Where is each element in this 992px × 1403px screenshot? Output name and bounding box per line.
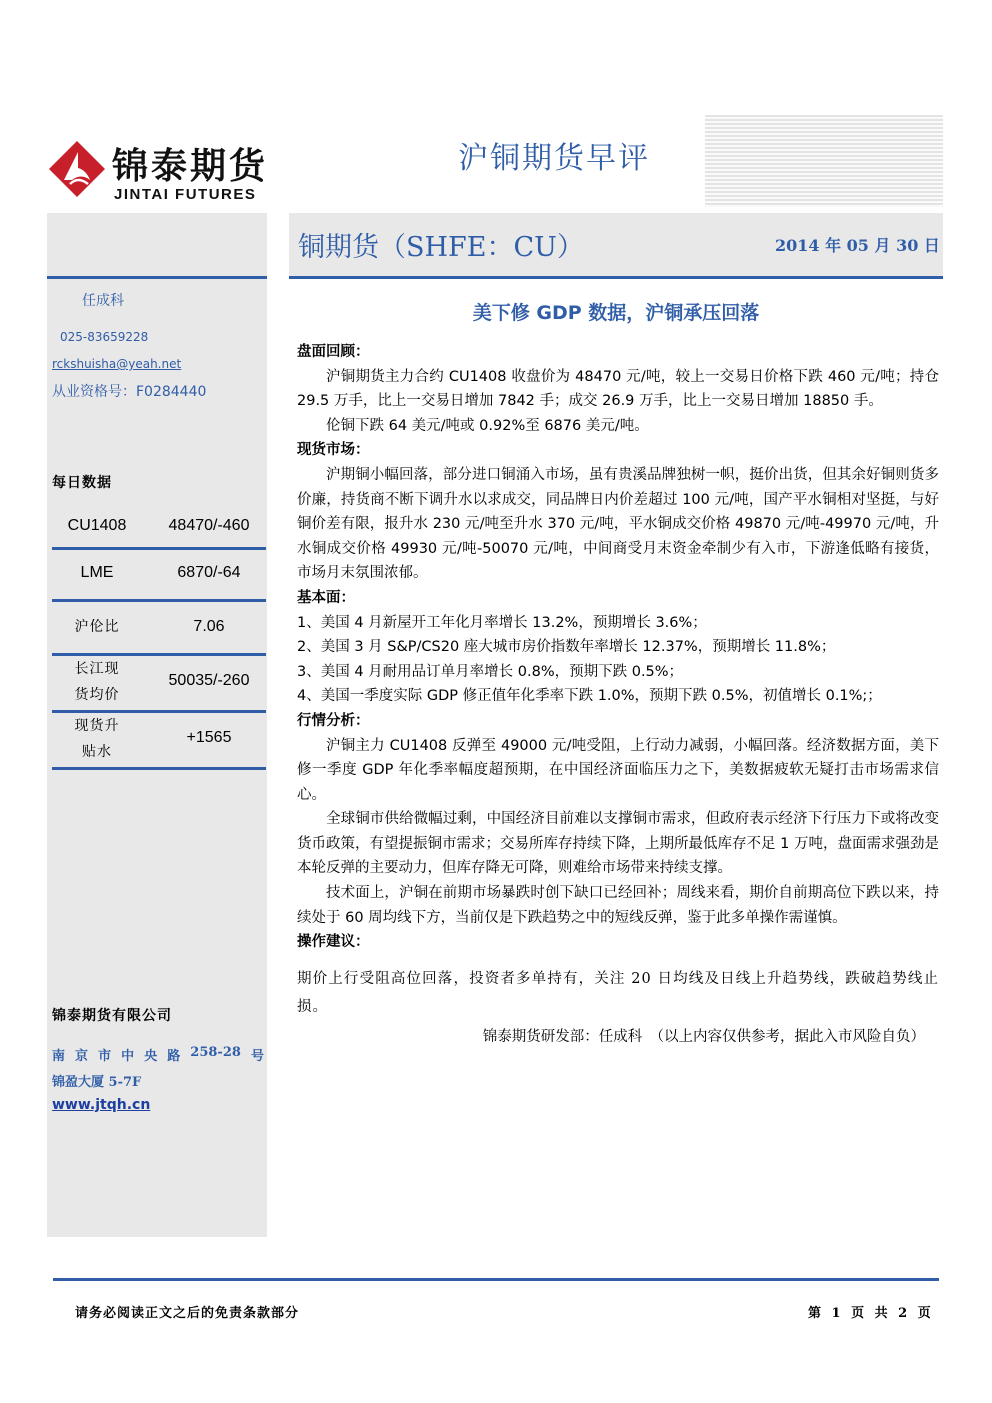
data-row-value: 48470/-460 [168,517,250,534]
header-stripe-decoration [705,115,943,207]
author-cert-number: 从业资格号：F0284440 [52,384,207,400]
list-item: 2、美国 3 月 S&P/CS20 座大城市房价指数年率增长 12.37%，预期增长 11.8%； [297,639,836,656]
company-website-link[interactable]: www.jtqh.cn [52,1097,151,1113]
data-row-label: LME [80,564,114,581]
address-part: 号 [250,1049,264,1064]
footer-disclaimer: 请务必阅读正文之后的免责条款部分 [75,1306,300,1321]
page-number: 第 1 页 共 2 页 [808,1306,931,1321]
address-part: 京 [75,1049,89,1064]
address-part: 中 [121,1049,135,1064]
paragraph: 伦铜下跌 64 美元/吨或 0.92%至 6876 美元/吨。 [326,417,649,434]
section-title-market-review: 盘面回顾： [297,344,370,360]
product-header-divider [289,276,943,279]
data-row-value: 7.06 [193,618,225,635]
data-row-label-line2: 贴水 [82,744,112,760]
address-part: 258-28 [190,1045,241,1060]
data-row-label [52,656,142,708]
paragraph: 全球铜市供给微幅过剩，中国经济目前难以支撑铜市需求，但政府表示经济下行压力下或将改变货币政策，有望提振铜市需求；交易所库存持续下降，上期所最低库存不足 1 万吨，盘面需求强劲是本轮反弹的主要动力，但库存降无可降，则难给市场带来持续支撑。 [297,811,939,877]
paragraph: 沪期铜小幅回落，部分进口铜涌入市场，虽有贵溪品牌独树一帜，挺价出货，但其余好铜则货多价廉，持货商不断下调升水以求成交，同品牌日内价差超过 100 元/吨，国产平水铜相对坚挺，与好铜价差有限，报升水 230 元/吨至升水 370 元/吨，平水铜成交价格 49870 元/吨-49970 元/吨，升水铜成交价格 49930 元/吨-50070 元/吨，中间商受月末资金牵制少有入市，下游逢低略有接货，市场月末氛围浓郁。 [297,466,939,582]
address-part: 市 [98,1049,112,1064]
author-phone: 025-83659228 [60,330,149,344]
address-part: 南 [52,1049,66,1064]
product-name: 铜期货（SHFE：CU） [298,232,584,263]
sidebar-divider [47,276,267,279]
daily-data-title: 每日数据 [52,475,112,491]
address-part: 路 [167,1049,181,1064]
list-item: 3、美国 4 月耐用品订单月率增长 0.8%，预期下跌 0.5%； [297,663,684,680]
data-row-spot-premium [52,713,266,770]
author-name: 任成科 [82,293,124,309]
section-title-analysis: 行情分析： [297,712,370,729]
list-item: 1、美国 4 月新屋开工年化月率增长 13.2%，预期增长 3.6%； [297,614,707,631]
data-row-cu1408 [52,505,266,550]
paragraph: 沪铜主力 CU1408 反弹至 49000 元/吨受阻，上行动力减弱，小幅回落。经济数据方面，美下修一季度 GDP 年化季率幅度超预期，在中国经济面临压力之下，美数据疲软无疑打击市场需求信心。 [297,737,939,803]
author-email-link[interactable]: rckshuisha@yeah.net [52,357,182,371]
report-date: 2014 年 05 月 30 日 [775,236,940,255]
list-item: 4、美国一季度实际 GDP 修正值年化季率下跌 1.0%，预期下跌 0.5%，初值增长 0.1%;； [297,688,882,705]
daily-data-table [52,505,266,770]
data-row-ratio [52,602,266,656]
data-row-spot-price [52,656,266,713]
data-row-value: 50035/-260 [168,672,250,689]
author-signature: 锦泰期货研发部：任成科 （以上内容仅供参考，据此入市风险自负） [482,1028,925,1045]
logo-english-name: JINTAI FUTURES [114,186,257,203]
data-row-label: CU1408 [67,517,127,534]
article-body [297,340,939,1049]
company-address-line1 [52,1045,264,1064]
paragraph: 沪铜期货主力合约 CU1408 收盘价为 48470 元/吨，较上一交易日价格下跌 460 元/吨；持仓 29.5 万手，比上一交易日增加 7842 手；成交 26.9 万手，比上一交易日增加 18850 手。 [297,368,939,410]
paragraph: 期价上行受阻高位回落，投资者多单持有，关注 20 日均线及日线上升趋势线，跌破趋势线止损。 [297,970,939,1015]
company-logo-icon [48,140,106,198]
paragraph: 技术面上，沪铜在前期市场暴跌时创下缺口已经回补；周线来看，期价自前期高位下跌以来，持续处于 60 周均线下方，当前仅是下跌趋势之中的短线反弹，鉴于此多单操作需谨慎。 [297,885,939,926]
section-title-spot-market: 现货市场： [297,442,370,459]
data-row-label [52,713,142,765]
data-row-label: 沪伦比 [74,619,120,635]
data-row-label-line1: 现货升 [74,718,120,734]
logo-chinese-name: 锦泰期货 [112,145,269,187]
company-address-line2: 锦盈大厦 5-7F [52,1075,142,1090]
company-name: 锦泰期货有限公司 [52,1008,172,1024]
data-row-label-line1: 长江现 [74,661,120,677]
data-row-value: +1565 [186,729,232,746]
data-row-lme [52,550,266,602]
article-headline: 美下修 GDP 数据，沪铜承压回落 [472,302,760,324]
address-part: 央 [144,1049,158,1064]
data-row-label-line2: 货均价 [74,687,120,703]
data-row-value: 6870/-64 [177,564,241,581]
report-title: 沪铜期货早评 [458,141,650,176]
footer-divider [53,1278,939,1281]
section-title-advice: 操作建议： [297,934,370,951]
section-title-fundamentals: 基本面： [297,589,355,606]
